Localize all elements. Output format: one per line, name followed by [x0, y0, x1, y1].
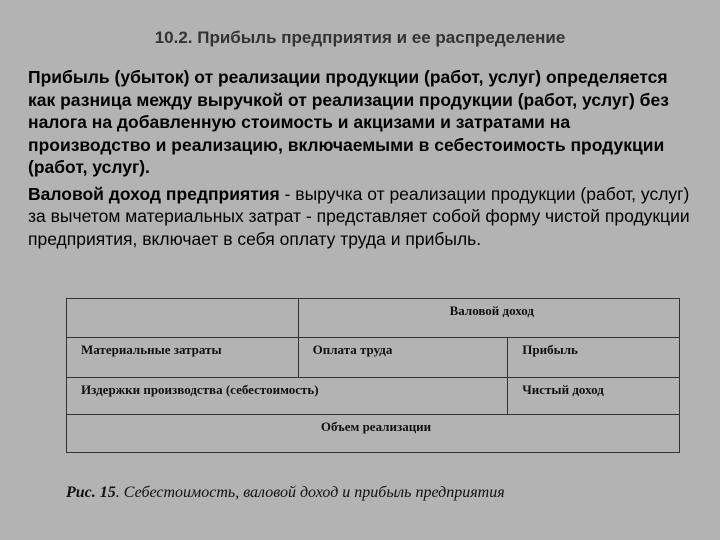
profit-definition: Прибыль (убыток) от реализации продукции (работ, услуг) определяется как разница между выручкой от реализации продукции (работ, услуг) без налога на добавленную стоимость и акцизами и затратами на производство и реализацию, включаемыми в себестоимость продукции (работ, услуг). [28, 67, 669, 177]
table-row [67, 415, 680, 453]
labor-payment-cell: Оплата труда [298, 338, 508, 378]
net-income-cell: Чистый доход [508, 378, 680, 415]
table-row [67, 299, 680, 338]
sales-volume-cell: Объем реализации [67, 415, 680, 453]
figure-caption-text: . Себестоимость, валовой доход и прибыль предприятия [115, 484, 505, 501]
figure-caption [66, 484, 680, 502]
material-costs-cell: Материальные затраты [67, 338, 299, 378]
profit-cell: Прибыль [508, 338, 680, 378]
table-row [67, 378, 680, 415]
production-costs-cell: Издержки производства (себестоимость) [67, 378, 508, 415]
gross-income-cell: Валовой доход [298, 299, 679, 338]
slide-body [28, 66, 694, 250]
figure-label: Рис. 15 [66, 484, 116, 501]
gross-income-definition [28, 183, 694, 251]
gross-income-term: Валовой доход предприятия [28, 183, 280, 204]
slide-title: 10.2. Прибыль предприятия и ее распределение [154, 28, 566, 47]
table-row [67, 338, 680, 378]
empty-cell [67, 299, 299, 338]
cost-structure-table [66, 298, 680, 453]
gross-income-description: - выручка от реализации продукции (работ, услуг) за вычетом материальных затрат - представляет собой форму чистой продукции предприятия, включает в себя оплату труда и прибыль. [28, 183, 690, 249]
